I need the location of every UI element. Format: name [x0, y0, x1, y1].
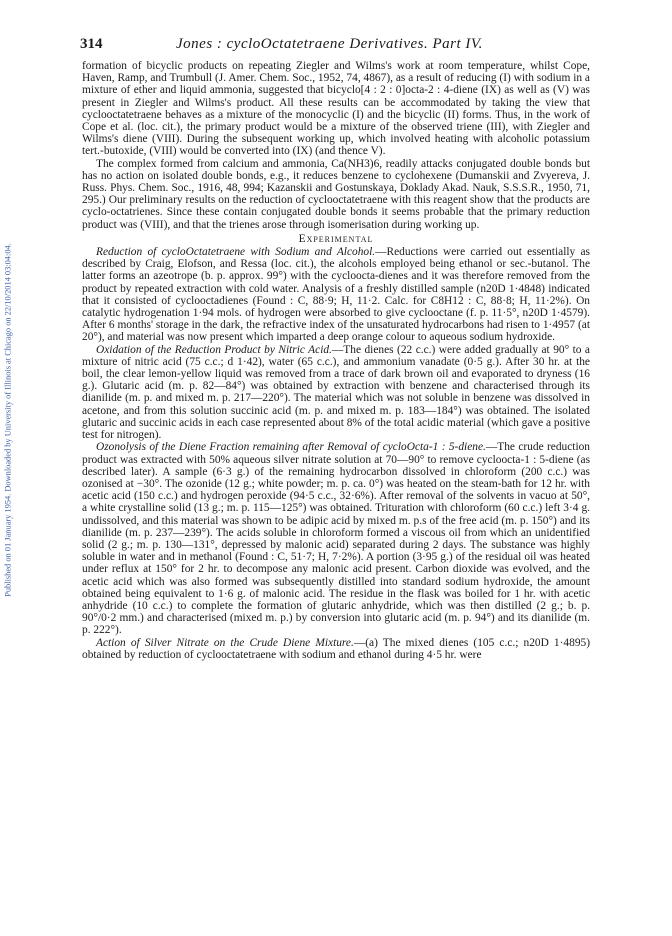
page-header [80, 36, 590, 58]
paragraph-text: —The crude reduction product was extracted with 50% aqueous silver nitrate solution at 70—90° to remove cycloocta-1 : 5-diene (as described later). A sample (6·3 g.) of the remaining hydrocarbon dissolved in chloroform (200 c.c.) was ozonised at −30°. The ozonide (12 g.; white powder; m. p. ca. 0°) was heated on the steam-bath for 12 hr. with acetic acid (150 c.c.) and hydrogen peroxide (94·5 c.c., 32·6%). After removal of the solvents in vacuo at 50°, a white crystalline solid (13 g.; m. p. 115—125°) was obtained. Trituration with chloroform (60 c.c.) left 3·4 g. undissolved, and this material was shown to be adipic acid by mixed m. p.s of the free acid (m. p. 150°) and its dianilide (m. p. 237—239°). The acids soluble in chloroform formed a viscous oil from which an unidentified solid (2 g.; m. p. 130—131°, depressed by malonic acid) separated during 2 days. The substance was highly soluble in water and in methanol (Found : C, 51·7; H, 7·2%). A portion (3·95 g.) of the residual oil was heated under reflux at 150° for 2 hr. to decompose any malonic acid present. Carbon dioxide was evolved, and the acetic acid which was also formed was subsequently distilled into standard sodium hydroxide, the amount obtained being equivalent to 1·6 g. of malonic acid. The residue in the flask was boiled for 1 hr. with acetic anhydride (10 c.c.) to complete the formation of glutaric anhydride, which was then distilled (2 g.; b. p. 90°/0·2 mm.) and characterised (mixed m. p.) by conversion into glutaric acid (m. p. 94°) and its dianilide (m. p. 222°). [82, 441, 591, 637]
experimental-paragraph [82, 344, 590, 442]
section-heading: Experimental [298, 232, 374, 245]
experimental-paragraph [82, 441, 590, 636]
paragraph-runin-title: Ozonolysis of the Diene Fraction remaining after Removal of cycloOcta-1 : 5-diene. [96, 441, 486, 454]
article-body [82, 60, 590, 661]
paragraph-text: —The dienes (22 c.c.) were added gradually at 90° to a mixture of nitric acid (75 c.c.; d 1·42), water (65 c.c.), and ammonium vanadate (0·5 g.). After 30 hr. at the boil, the clear lemon-yellow liquid was removed from a trace of dark brown oil and evaporated to dryness (16 g.). Glutaric acid (m. p. 82—84°) was obtained by extraction with benzene and characterised through its dianilide (m. p. and mixed m. p. 217—220°). The material which was not soluble in benzene was dissolved in acetone, and from this solution succinic acid (m. p. and mixed m. p. 183—184°) was obtained. The isolated glutaric and succinic acids in each case represented about 8% of the total acidic material (which gave a positive test for nitrogen). [82, 343, 590, 442]
page-number: 314 [80, 36, 103, 52]
publication-note: Published on 01 January 1954. Downloaded by University of Illinois at Chicago on 22/10/2014 03:04:04. [3, 243, 13, 597]
paragraph-runin-title: Oxidation of the Reduction Product by Nitric Acid. [96, 343, 332, 356]
paragraph-text: —(a) The mixed dienes (105 c.c.; n20D 1·4895) obtained by reduction of cyclooctatetraene with sodium and ethanol during 4·5 hr. were [82, 636, 590, 661]
running-head: Jones : cycloOctatetraene Derivatives. Part IV. [176, 36, 483, 52]
experimental-paragraph [82, 637, 590, 661]
paragraph-runin-title: Reduction of cycloOctatetraene with Sodium and Alcohol. [96, 246, 376, 259]
paragraph: The complex formed from calcium and ammonia, Ca(NH3)6, readily attacks conjugated double bonds but has no action on isolated double bonds, e.g., it reduces benzene to cyclohexene (Dumanskii and Zvyereva, J. Russ. Phys. Chem. Soc., 1916, 48, 994; Kazanskii and Gostunskaya, Doklady Akad. Nauk, S.S.S.R., 1950, 71, 295.) Our preliminary results on the reduction of cyclooctatetraene with this reagent show that the products are cyclo-octatrienes. Since these contain conjugated double bonds it seems probable that the primary reduction product was (VIII), and that the trienes arose through isomerisation during working up. [82, 157, 590, 231]
publication-sidebar [2, 160, 14, 680]
paragraph: formation of bicyclic products on repeating Ziegler and Wilms's work at room temperature, whilst Cope, Haven, Ramp, and Trumbull (J. Amer. Chem. Soc., 1952, 74, 4867), as a result of reducing (I) with sodium in a mixture of ether and liquid ammonia, suggested that bicyclo[4 : 2 : 0]octa-2 : 4-diene (IX) as well as (V) was present in Ziegler and Wilms's product. All these results can be accommodated by taking the view that cyclooctatetraene behaves as a mixture of the monocyclic (I) and the bicyclic (II) forms. Thus, in the work of Cope et al. (loc. cit.), the primary product would be a mixture of the observed triene (III), with Ziegler and Wilms's diene (VIII). During the subsequent working up, which involved heating with alcoholic potassium tert.-butoxide, (VIII) would be converted into (IX) (and thence V). [82, 60, 590, 158]
paragraph-runin-title: Action of Silver Nitrate on the Crude Diene Mixture. [96, 636, 354, 649]
paragraph-text: —Reductions were carried out essentially as described by Craig, Elofson, and Ressa (loc. cit.), the alcohols employed being ethanol or sec.-butanol. The latter forms an azeotrope (b. p. approx. 99°) with the cycloocta-dienes and it was therefore removed from the product by repeated extraction with cold water. Analysis of a freshly distilled sample (n20D 1·4848) indicated that it consisted of cyclooctadienes (Found : C, 88·9; H, 11·2. Calc. for C8H12 : C, 88·8; H, 11·2%). On catalytic hydrogenation 1·94 mols. of hydrogen were absorbed to give cyclooctane (f. p. 11·5°, n20D 1·4579). After 6 months' storage in the dark, the refractive index of the unsaturated hydrocarbons had risen to 1·4957 (at 20°), and material was now present which imparted a deep orange colour to aqueous sodium hydroxide. [82, 246, 590, 344]
experimental-paragraph [82, 246, 590, 344]
